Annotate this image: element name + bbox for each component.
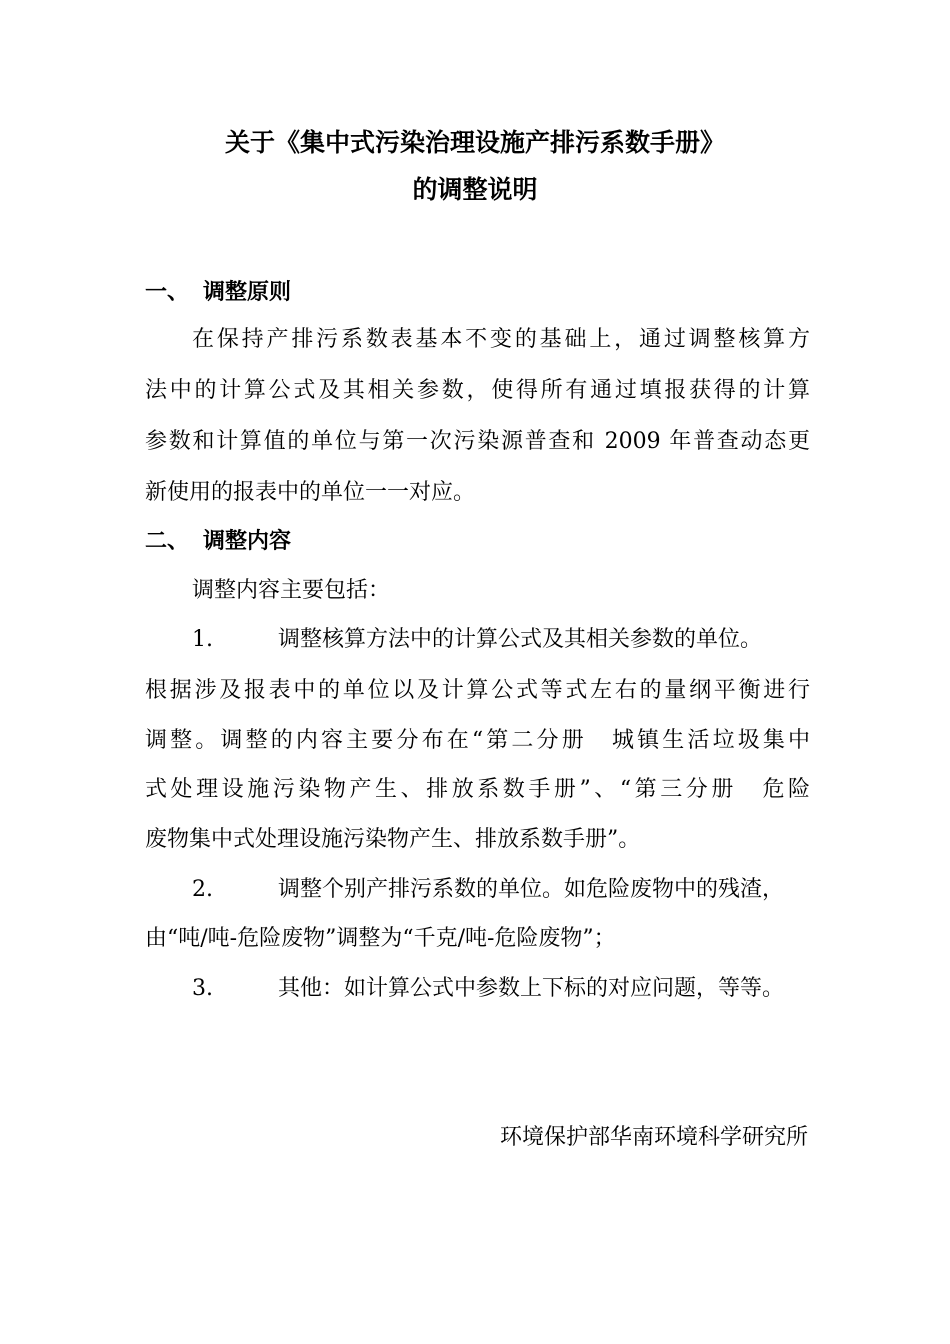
section-1-paragraph-line: 法中的计算公式及其相关参数，使得所有通过填报获得的计算 (145, 378, 810, 403)
section-1-paragraph-line: 参数和计算值的单位与第一次污染源普查和 2009 年普查动态更 (145, 429, 810, 454)
document-title-line-1: 关于《集中式污染治理设施产排污系数手册》 (224, 128, 725, 157)
item-2-line: 调整个别产排污系数的单位。如危险废物中的残渣， (278, 877, 785, 902)
section-1-heading (145, 278, 291, 306)
item-3-number: 3. (192, 976, 213, 1001)
item-1-line: 废物集中式处理设施污染物产生、排放系数手册”。 (145, 827, 641, 852)
section-2-intro: 调整内容主要包括： (192, 578, 391, 603)
section-2-number: 二、 (145, 528, 190, 554)
item-2-number: 2. (192, 877, 213, 902)
item-1-line: 根据涉及报表中的单位以及计算公式等式左右的量纲平衡进行 (145, 678, 810, 703)
item-3-line: 其他：如计算公式中参数上下标的对应问题，等等。 (278, 976, 785, 1001)
section-1-paragraph-line: 在保持产排污系数表基本不变的基础上，通过调整核算方 (192, 327, 810, 352)
item-2-line: 由“吨/吨-危险废物”调整为“千克/吨-危险废物”； (145, 926, 616, 951)
section-1-paragraph-line: 新使用的报表中的单位一一对应。 (145, 480, 476, 505)
signature-organization: 环境保护部华南环境科学研究所 (499, 1125, 808, 1150)
item-1-line: 调整。调整的内容主要分布在“第二分册 城镇生活垃圾集中 (145, 728, 810, 753)
item-1-line: 式处理设施污染物产生、排放系数手册”、“第三分册 危险 (145, 777, 810, 802)
document-title-line-2: 的调整说明 (412, 175, 538, 204)
section-1-number: 一、 (145, 279, 190, 305)
item-1-number: 1. (192, 627, 213, 652)
section-2-title: 调整内容 (203, 528, 292, 554)
section-1-title: 调整原则 (203, 279, 292, 305)
item-1-line: 调整核算方法中的计算公式及其相关参数的单位。 (278, 627, 763, 652)
section-2-heading (145, 527, 291, 555)
